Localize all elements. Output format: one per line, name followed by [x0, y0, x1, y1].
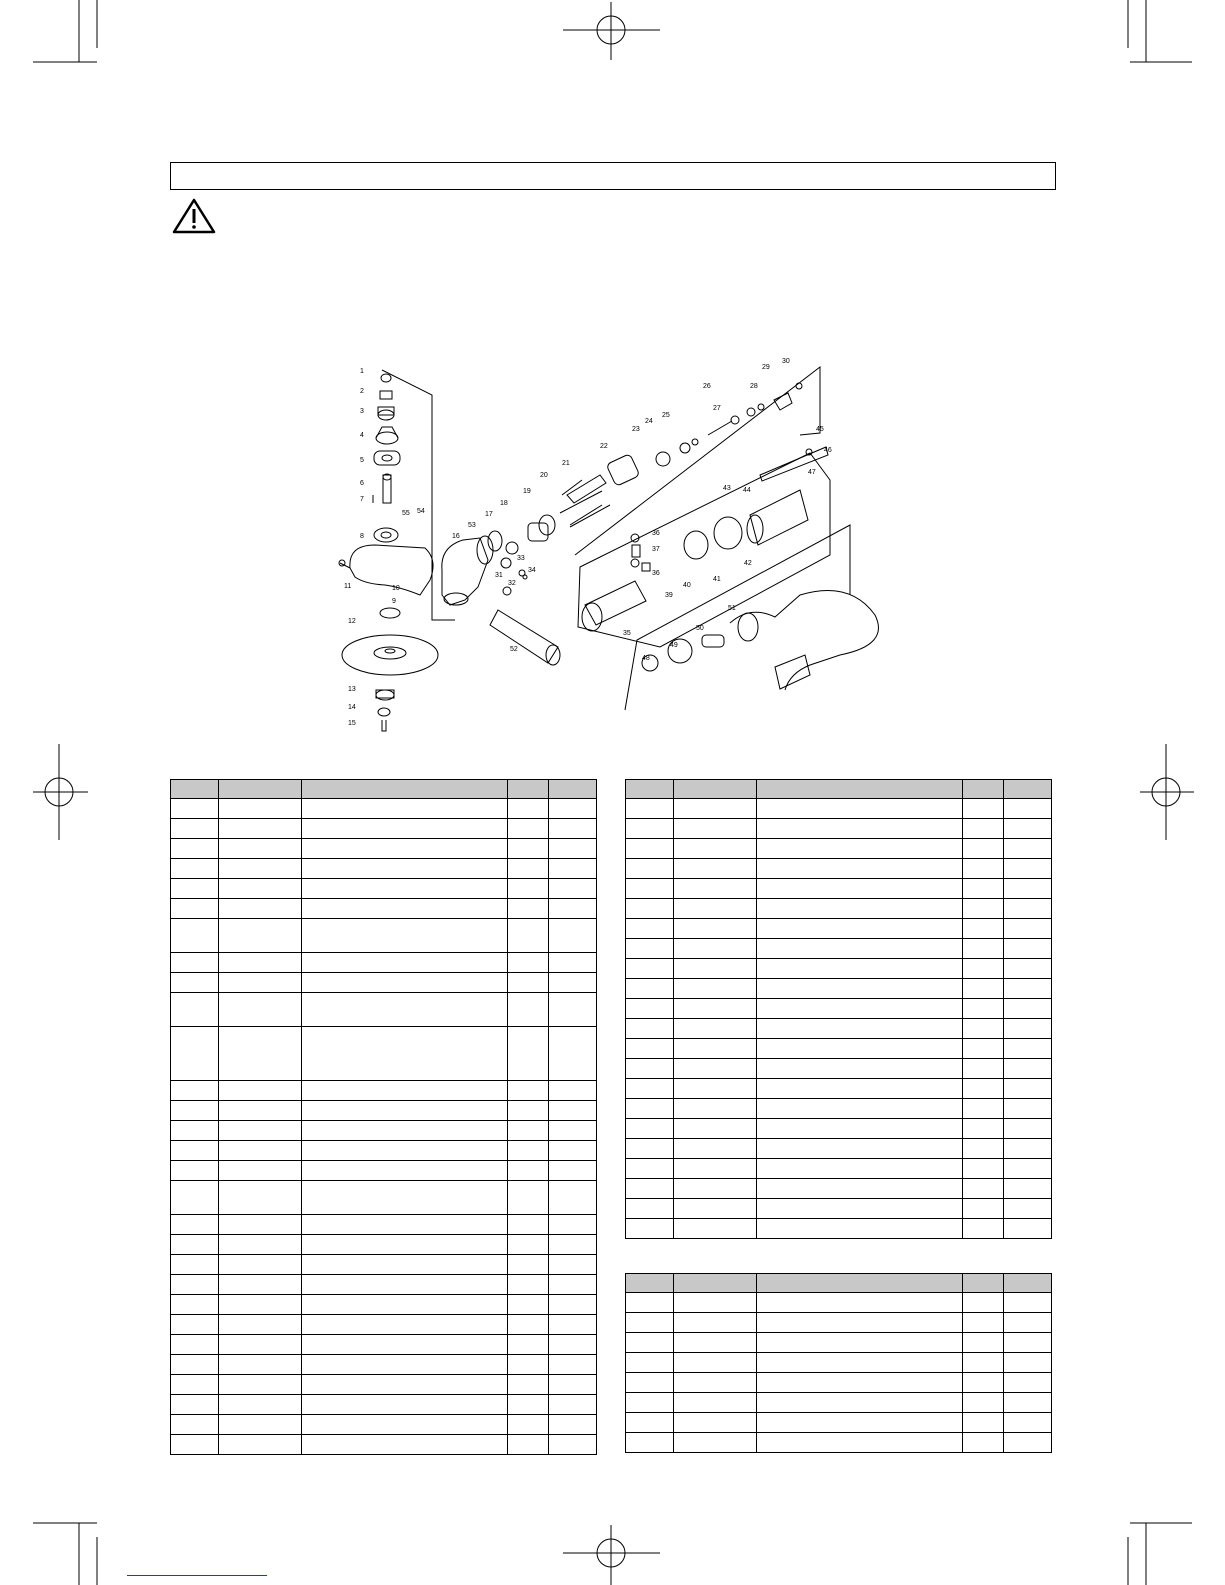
table-row: [171, 973, 597, 993]
table-row: [171, 1255, 597, 1275]
svg-text:37: 37: [652, 546, 660, 553]
svg-text:10: 10: [392, 585, 400, 592]
table-row: [171, 953, 597, 973]
table-row: [171, 919, 597, 953]
svg-text:21: 21: [562, 460, 570, 467]
table-row: [171, 839, 597, 859]
table-row: [171, 1101, 597, 1121]
table-row: [171, 1355, 597, 1375]
svg-text:32: 32: [508, 580, 516, 587]
svg-text:28: 28: [750, 383, 758, 390]
table-row: [626, 979, 1052, 999]
table-row: [171, 1081, 597, 1101]
svg-text:30: 30: [782, 358, 790, 365]
table-row: [626, 1219, 1052, 1239]
svg-text:8: 8: [360, 533, 364, 540]
table-row: [626, 839, 1052, 859]
svg-text:41: 41: [713, 576, 721, 583]
table-row: [171, 1295, 597, 1315]
table-row: [171, 1161, 597, 1181]
table-row: [626, 1019, 1052, 1039]
svg-text:23: 23: [632, 426, 640, 433]
svg-text:39: 39: [665, 592, 673, 599]
svg-text:4: 4: [360, 432, 364, 439]
svg-text:24: 24: [645, 418, 653, 425]
svg-text:52: 52: [510, 646, 518, 653]
table-row: [626, 859, 1052, 879]
table-row: [171, 1235, 597, 1255]
svg-text:22: 22: [600, 443, 608, 450]
exploded-parts-diagram: [330, 355, 910, 750]
table-row: [626, 1353, 1052, 1373]
table-row: [626, 879, 1052, 899]
table-row: [626, 1039, 1052, 1059]
svg-text:15: 15: [348, 720, 356, 727]
table-row: [171, 899, 597, 919]
svg-text:42: 42: [744, 560, 752, 567]
table-row: [626, 1099, 1052, 1119]
svg-text:34: 34: [528, 567, 536, 574]
table-row: [171, 1335, 597, 1355]
table-row: [626, 899, 1052, 919]
svg-text:20: 20: [540, 472, 548, 479]
svg-text:5: 5: [360, 457, 364, 464]
svg-text:12: 12: [348, 618, 356, 625]
table-row: [171, 993, 597, 1027]
svg-text:48: 48: [642, 655, 650, 662]
svg-text:3: 3: [360, 408, 364, 415]
table-row: [626, 819, 1052, 839]
hyperlink-underline[interactable]: [127, 1575, 267, 1576]
table-row: [171, 1395, 597, 1415]
table-row: [626, 1293, 1052, 1313]
table-row: [626, 1159, 1052, 1179]
svg-text:46: 46: [824, 447, 832, 454]
parts-table-accessories: [625, 1273, 1052, 1453]
table-row: [171, 879, 597, 899]
table-row: [626, 1313, 1052, 1333]
svg-text:53: 53: [468, 522, 476, 529]
svg-text:14: 14: [348, 704, 356, 711]
table-row: [171, 1315, 597, 1335]
table-header-row: [171, 780, 597, 799]
svg-text:31: 31: [495, 572, 503, 579]
table-row: [171, 859, 597, 879]
svg-text:47: 47: [808, 469, 816, 476]
svg-text:35: 35: [623, 630, 631, 637]
svg-text:50: 50: [696, 625, 704, 632]
svg-text:7: 7: [360, 496, 364, 503]
svg-text:44: 44: [743, 487, 751, 494]
svg-text:51: 51: [728, 605, 736, 612]
svg-text:2: 2: [360, 388, 364, 395]
svg-text:27: 27: [713, 405, 721, 412]
table-row: [171, 1141, 597, 1161]
table-row: [626, 1333, 1052, 1353]
table-row: [626, 1199, 1052, 1219]
svg-text:29: 29: [762, 364, 770, 371]
svg-text:16: 16: [452, 533, 460, 540]
svg-text:18: 18: [500, 500, 508, 507]
svg-text:49: 49: [670, 642, 678, 649]
svg-text:11: 11: [344, 583, 352, 590]
svg-text:26: 26: [703, 383, 711, 390]
table-row: [171, 1415, 597, 1435]
table-row: [626, 919, 1052, 939]
svg-text:19: 19: [523, 488, 531, 495]
svg-text:45: 45: [816, 426, 824, 433]
table-row: [626, 1393, 1052, 1413]
svg-text:43: 43: [723, 485, 731, 492]
table-row: [171, 799, 597, 819]
table-row: [626, 799, 1052, 819]
table-row: [171, 1121, 597, 1141]
table-row: [626, 1059, 1052, 1079]
table-row: [626, 1433, 1052, 1453]
svg-text:54: 54: [417, 508, 425, 515]
svg-text:9: 9: [392, 598, 396, 605]
svg-text:6: 6: [360, 480, 364, 487]
table-row: [626, 1373, 1052, 1393]
warning-triangle-icon: [172, 198, 216, 234]
svg-text:36: 36: [652, 530, 660, 537]
svg-text:1: 1: [360, 368, 364, 375]
table-row: [626, 1079, 1052, 1099]
table-row: [626, 999, 1052, 1019]
table-row: [171, 1435, 597, 1455]
title-box: [170, 162, 1056, 190]
table-row: [626, 1179, 1052, 1199]
table-row: [171, 1275, 597, 1295]
svg-text:17: 17: [485, 511, 493, 518]
table-row: [626, 959, 1052, 979]
table-row: [171, 1181, 597, 1215]
svg-text:40: 40: [683, 582, 691, 589]
svg-text:33: 33: [517, 555, 525, 562]
table-row: [171, 1027, 597, 1081]
table-header-row: [626, 1274, 1052, 1293]
table-row: [626, 1413, 1052, 1433]
table-header-row: [626, 780, 1052, 799]
table-row: [171, 1375, 597, 1395]
parts-table-right: [625, 779, 1052, 1239]
table-row: [171, 1215, 597, 1235]
svg-text:25: 25: [662, 412, 670, 419]
table-row: [626, 939, 1052, 959]
parts-table-left: [170, 779, 597, 1455]
svg-text:36: 36: [652, 570, 660, 577]
svg-text:55: 55: [402, 510, 410, 517]
svg-text:13: 13: [348, 686, 356, 693]
table-row: [171, 819, 597, 839]
table-row: [626, 1139, 1052, 1159]
table-row: [626, 1119, 1052, 1139]
